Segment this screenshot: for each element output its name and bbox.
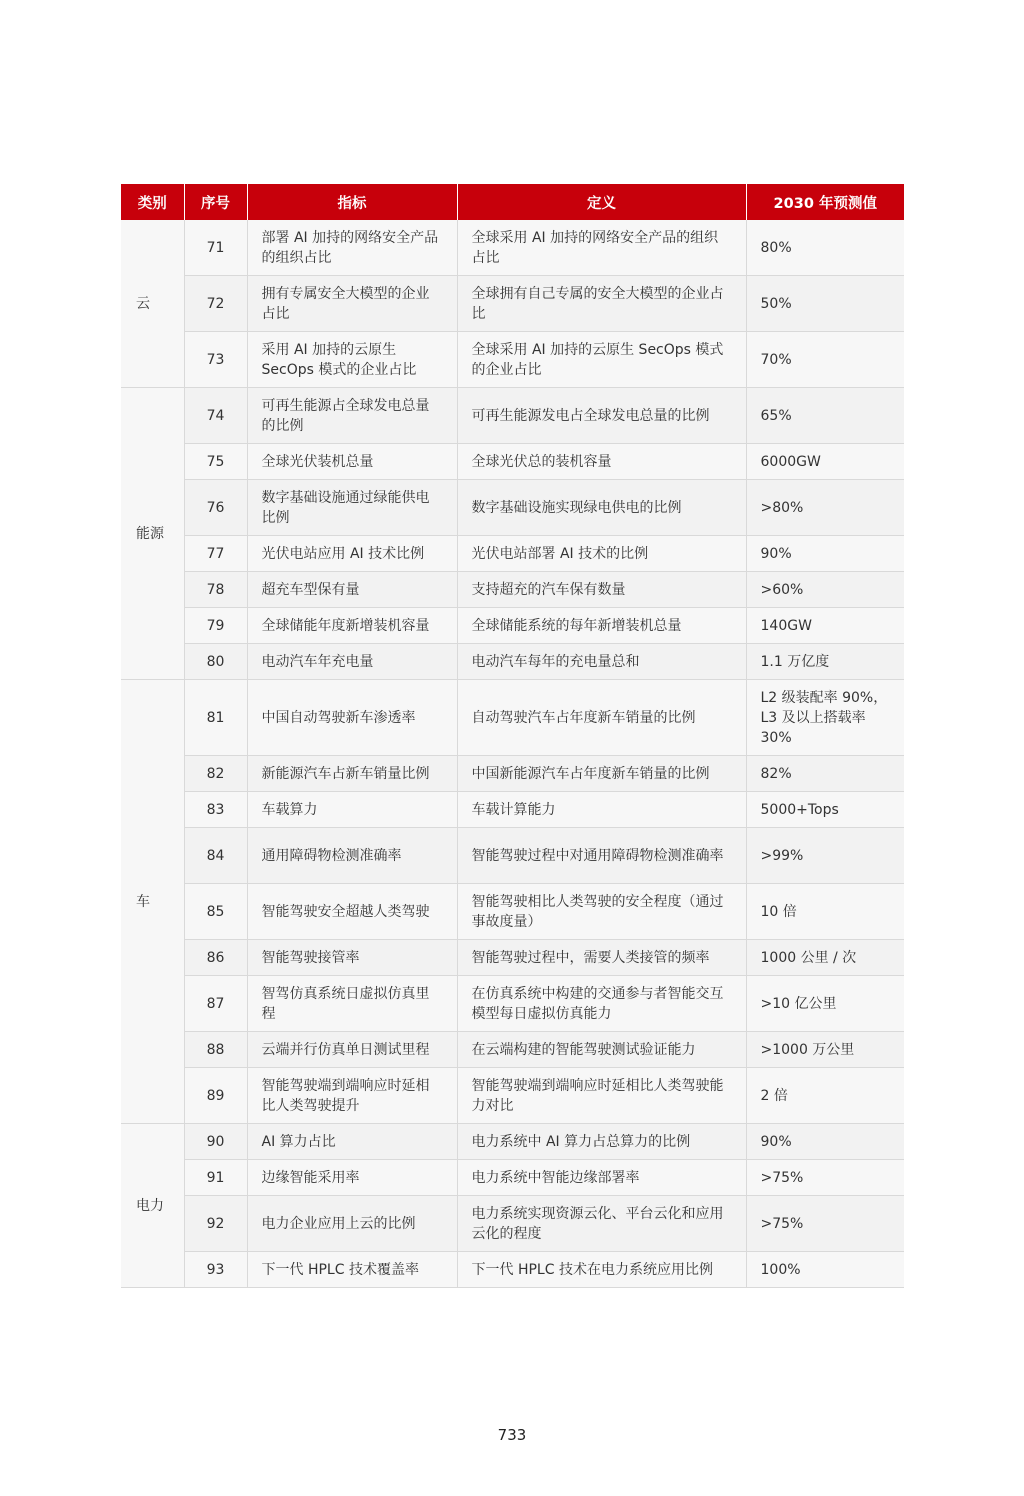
forecast-value-cell: 50% <box>746 276 904 332</box>
definition-cell: 智能驾驶过程中对通用障碍物检测准确率 <box>457 828 746 884</box>
forecast-value-cell: >10 亿公里 <box>746 976 904 1032</box>
definition-cell: 全球储能系统的每年新增装机总量 <box>457 608 746 644</box>
category-cell: 车 <box>121 680 184 1124</box>
category-cell: 电力 <box>121 1124 184 1288</box>
metric-cell: 智能驾驶接管率 <box>247 940 457 976</box>
metric-cell: 可再生能源占全球发电总量的比例 <box>247 388 457 444</box>
number-cell: 84 <box>184 828 247 884</box>
number-cell: 76 <box>184 480 247 536</box>
metric-cell: 边缘智能采用率 <box>247 1160 457 1196</box>
definition-cell: 电动汽车每年的充电量总和 <box>457 644 746 680</box>
definition-cell: 支持超充的汽车保有数量 <box>457 572 746 608</box>
forecast-value-cell: 100% <box>746 1252 904 1288</box>
forecast-value-cell: 140GW <box>746 608 904 644</box>
definition-cell: 光伏电站部署 AI 技术的比例 <box>457 536 746 572</box>
definition-cell: 下一代 HPLC 技术在电力系统应用比例 <box>457 1252 746 1288</box>
number-cell: 72 <box>184 276 247 332</box>
forecast-value-cell: >75% <box>746 1196 904 1252</box>
forecast-value-cell: 82% <box>746 756 904 792</box>
header-number: 序号 <box>184 184 247 220</box>
header-metric: 指标 <box>247 184 457 220</box>
forecast-value-cell: 90% <box>746 1124 904 1160</box>
definition-cell: 全球拥有自己专属的安全大模型的企业占比 <box>457 276 746 332</box>
forecast-value-cell: >1000 万公里 <box>746 1032 904 1068</box>
number-cell: 92 <box>184 1196 247 1252</box>
table-row <box>121 884 904 940</box>
table-row <box>121 1124 904 1160</box>
definition-cell: 中国新能源汽车占年度新车销量的比例 <box>457 756 746 792</box>
metric-cell: 拥有专属安全大模型的企业占比 <box>247 276 457 332</box>
definition-cell: 全球采用 AI 加持的网络安全产品的组织占比 <box>457 220 746 276</box>
category-cell: 能源 <box>121 388 184 680</box>
table-row <box>121 940 904 976</box>
number-cell: 85 <box>184 884 247 940</box>
table-row <box>121 444 904 480</box>
category-cell: 云 <box>121 220 184 388</box>
metric-cell: 新能源汽车占新车销量比例 <box>247 756 457 792</box>
metric-cell: 智能驾驶端到端响应时延相比人类驾驶提升 <box>247 1068 457 1124</box>
forecast-value-cell: >99% <box>746 828 904 884</box>
metric-cell: 云端并行仿真单日测试里程 <box>247 1032 457 1068</box>
forecast-value-cell: 65% <box>746 388 904 444</box>
number-cell: 74 <box>184 388 247 444</box>
definition-cell: 智能驾驶相比人类驾驶的安全程度（通过事故度量） <box>457 884 746 940</box>
forecast-value-cell: 90% <box>746 536 904 572</box>
definition-cell: 车载计算能力 <box>457 792 746 828</box>
number-cell: 82 <box>184 756 247 792</box>
metric-cell: 智驾仿真系统日虚拟仿真里程 <box>247 976 457 1032</box>
table-row <box>121 1196 904 1252</box>
forecast-value-cell: L2 级装配率 90%，L3 及以上搭载率 30% <box>746 680 904 756</box>
number-cell: 73 <box>184 332 247 388</box>
metric-cell: 全球光伏装机总量 <box>247 444 457 480</box>
forecast-value-cell: >75% <box>746 1160 904 1196</box>
metric-cell: 中国自动驾驶新车渗透率 <box>247 680 457 756</box>
metric-cell: 车载算力 <box>247 792 457 828</box>
number-cell: 87 <box>184 976 247 1032</box>
metric-cell: AI 算力占比 <box>247 1124 457 1160</box>
table-row <box>121 276 904 332</box>
forecast-value-cell: >60% <box>746 572 904 608</box>
number-cell: 75 <box>184 444 247 480</box>
definition-cell: 智能驾驶过程中，需要人类接管的频率 <box>457 940 746 976</box>
metric-cell: 下一代 HPLC 技术覆盖率 <box>247 1252 457 1288</box>
definition-cell: 电力系统实现资源云化、平台云化和应用云化的程度 <box>457 1196 746 1252</box>
table-row <box>121 608 904 644</box>
table-row <box>121 1160 904 1196</box>
table-row <box>121 536 904 572</box>
metric-cell: 光伏电站应用 AI 技术比例 <box>247 536 457 572</box>
table-row <box>121 220 904 276</box>
header-definition: 定义 <box>457 184 746 220</box>
metric-cell: 通用障碍物检测准确率 <box>247 828 457 884</box>
number-cell: 79 <box>184 608 247 644</box>
forecast-value-cell: 5000+Tops <box>746 792 904 828</box>
table-row <box>121 792 904 828</box>
number-cell: 78 <box>184 572 247 608</box>
definition-cell: 在仿真系统中构建的交通参与者智能交互模型每日虚拟仿真能力 <box>457 976 746 1032</box>
definition-cell: 全球采用 AI 加持的云原生 SecOps 模式的企业占比 <box>457 332 746 388</box>
table-row <box>121 644 904 680</box>
metric-cell: 全球储能年度新增装机容量 <box>247 608 457 644</box>
table-header-row <box>121 184 904 220</box>
table-row <box>121 332 904 388</box>
metric-cell: 部署 AI 加持的网络安全产品的组织占比 <box>247 220 457 276</box>
number-cell: 89 <box>184 1068 247 1124</box>
forecast-value-cell: 1.1 万亿度 <box>746 644 904 680</box>
metric-cell: 电力企业应用上云的比例 <box>247 1196 457 1252</box>
table-row <box>121 1068 904 1124</box>
definition-cell: 电力系统中智能边缘部署率 <box>457 1160 746 1196</box>
forecast-value-cell: 80% <box>746 220 904 276</box>
header-category: 类别 <box>121 184 184 220</box>
definition-cell: 在云端构建的智能驾驶测试验证能力 <box>457 1032 746 1068</box>
table-row <box>121 828 904 884</box>
header-forecast: 2030 年预测值 <box>746 184 904 220</box>
number-cell: 86 <box>184 940 247 976</box>
number-cell: 83 <box>184 792 247 828</box>
forecast-value-cell: >80% <box>746 480 904 536</box>
definition-cell: 数字基础设施实现绿电供电的比例 <box>457 480 746 536</box>
table-row <box>121 572 904 608</box>
definition-cell: 可再生能源发电占全球发电总量的比例 <box>457 388 746 444</box>
number-cell: 77 <box>184 536 247 572</box>
table-row <box>121 1032 904 1068</box>
forecast-value-cell: 6000GW <box>746 444 904 480</box>
forecast-value-cell: 10 倍 <box>746 884 904 940</box>
table-body <box>121 220 904 1288</box>
definition-cell: 智能驾驶端到端响应时延相比人类驾驶能力对比 <box>457 1068 746 1124</box>
number-cell: 80 <box>184 644 247 680</box>
number-cell: 81 <box>184 680 247 756</box>
metric-cell: 采用 AI 加持的云原生 SecOps 模式的企业占比 <box>247 332 457 388</box>
table-row <box>121 976 904 1032</box>
definition-cell: 自动驾驶汽车占年度新车销量的比例 <box>457 680 746 756</box>
metric-cell: 智能驾驶安全超越人类驾驶 <box>247 884 457 940</box>
number-cell: 71 <box>184 220 247 276</box>
forecast-table <box>121 184 904 1288</box>
number-cell: 91 <box>184 1160 247 1196</box>
metric-cell: 数字基础设施通过绿能供电比例 <box>247 480 457 536</box>
page-number: 733 <box>497 1426 527 1444</box>
number-cell: 90 <box>184 1124 247 1160</box>
table-row <box>121 1252 904 1288</box>
forecast-value-cell: 2 倍 <box>746 1068 904 1124</box>
forecast-value-cell: 1000 公里 / 次 <box>746 940 904 976</box>
definition-cell: 全球光伏总的装机容量 <box>457 444 746 480</box>
forecast-value-cell: 70% <box>746 332 904 388</box>
number-cell: 88 <box>184 1032 247 1068</box>
number-cell: 93 <box>184 1252 247 1288</box>
table-row <box>121 480 904 536</box>
table-row <box>121 388 904 444</box>
table-row <box>121 756 904 792</box>
definition-cell: 电力系统中 AI 算力占总算力的比例 <box>457 1124 746 1160</box>
table-row <box>121 680 904 756</box>
metric-cell: 电动汽车年充电量 <box>247 644 457 680</box>
metric-cell: 超充车型保有量 <box>247 572 457 608</box>
